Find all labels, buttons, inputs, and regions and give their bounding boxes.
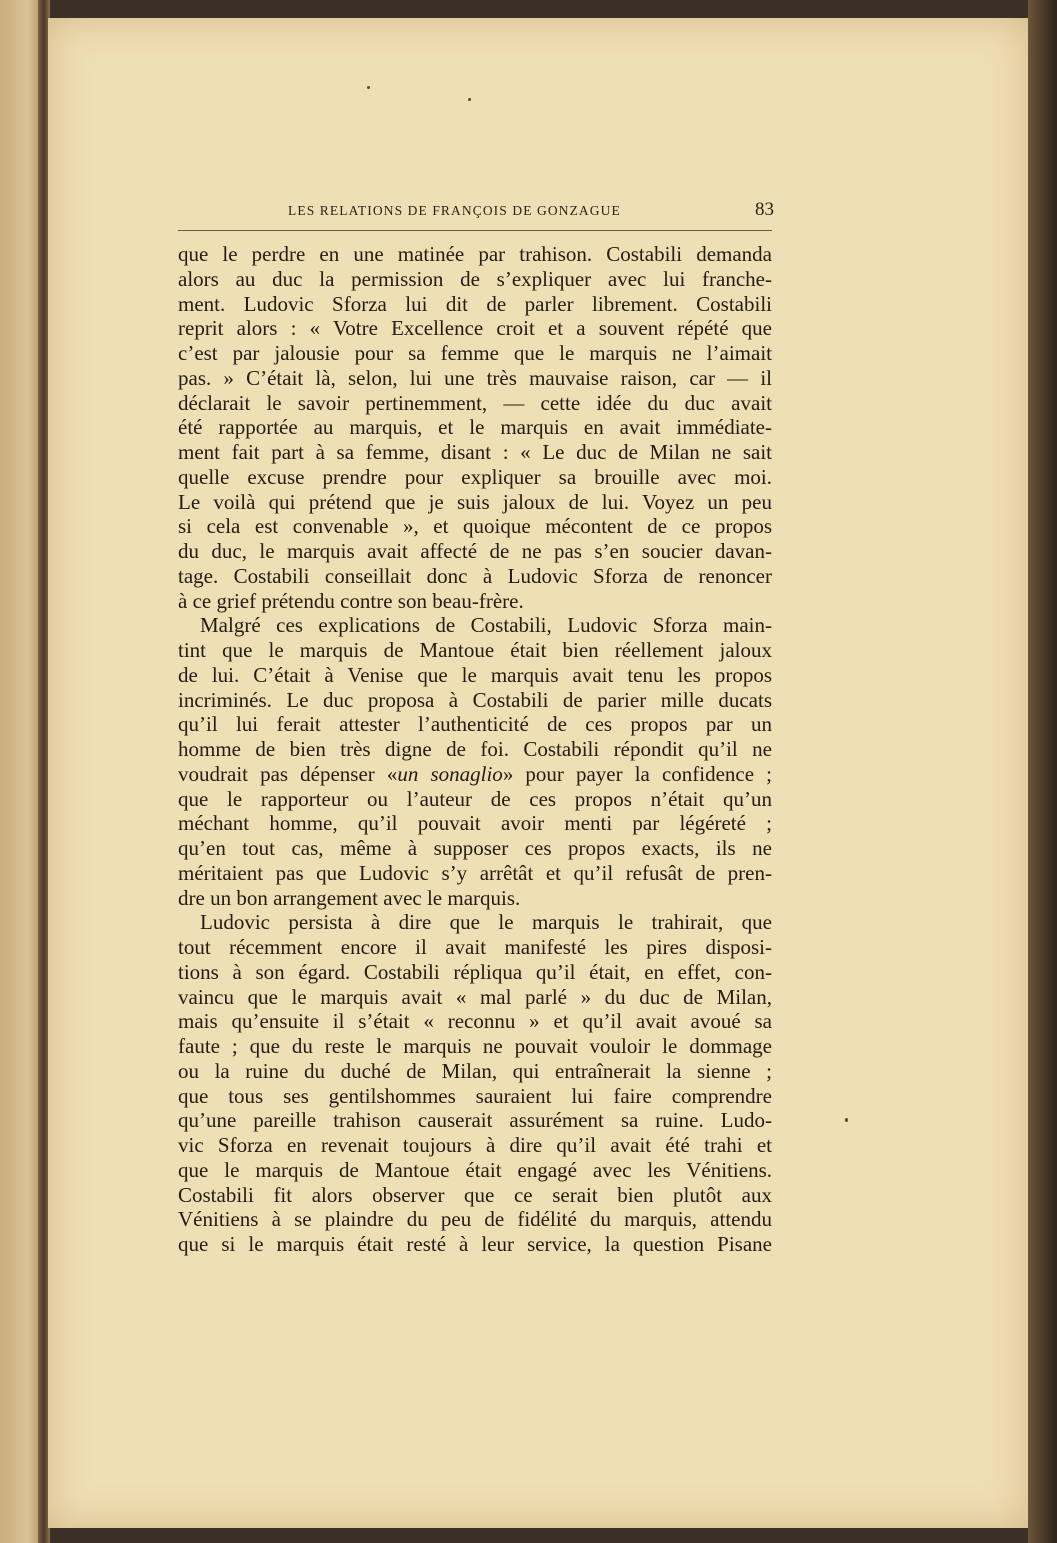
text-line: vaincu que le marquis avait « mal parlé » du duc de Milan, bbox=[178, 984, 772, 1009]
text-line: tout récemment encore il avait manifesté les pires disposi- bbox=[178, 935, 772, 959]
text-line bbox=[178, 762, 772, 787]
body-text bbox=[178, 242, 772, 1257]
text-line: Ludovic persista à dire que le marquis le trahirait, que bbox=[200, 910, 772, 935]
text-line: que le marquis de Mantoue était engagé avec les Vénitiens. bbox=[178, 1157, 772, 1182]
text-line: que si le marquis était resté à leur service, la question Pisane bbox=[178, 1232, 772, 1256]
text-line: ou la ruine du duché de Milan, qui entraînerait la sienne ; bbox=[178, 1058, 772, 1083]
text-line: faute ; que du reste le marquis ne pouvait vouloir le dommage bbox=[178, 1034, 772, 1058]
text-line: incriminés. Le duc proposa à Costabili de parier mille ducats bbox=[178, 687, 772, 712]
text-segment: » pour payer la confidence ; bbox=[502, 761, 772, 786]
text-line: Le voilà qui prétend que je suis jaloux de lui. Voyez un peu bbox=[178, 489, 772, 514]
text-line: pas. » C’était là, selon, lui une très mauvaise raison, car — il bbox=[178, 365, 772, 390]
text-line: ment. Ludovic Sforza lui dit de parler librement. Costabili bbox=[178, 291, 772, 316]
italic-phrase: un sonaglio bbox=[397, 761, 503, 786]
text-line: méritaient pas que Ludovic s’y arrêtât et qu’il refusât de pren- bbox=[178, 860, 772, 885]
text-line: quelle excuse prendre pour expliquer sa brouille avec moi. bbox=[178, 464, 772, 489]
paper-speck bbox=[468, 98, 471, 101]
text-line: tage. Costabili conseillait donc à Ludovic Sforza de renoncer bbox=[178, 563, 772, 588]
running-title: LES RELATIONS DE FRANÇOIS DE GONZAGUE bbox=[288, 203, 621, 218]
text-line: qu’une pareille trahison causerait assurément sa ruine. Ludo- bbox=[178, 1108, 772, 1133]
text-line: qu’il lui ferait attester l’authenticité de ces propos par un bbox=[178, 712, 772, 737]
header-rule bbox=[178, 230, 772, 231]
text-line: tint que le marquis de Mantoue était bien réellement jaloux bbox=[178, 638, 772, 662]
text-line: que le perdre en une matinée par trahison. Costabili demanda bbox=[178, 242, 772, 266]
text-line: tions à son égard. Costabili répliqua qu’il était, en effet, con- bbox=[178, 959, 772, 984]
text-line: à ce grief prétendu contre son beau-frère. bbox=[178, 588, 524, 613]
running-header bbox=[288, 201, 774, 223]
text-line: de lui. C’était à Venise que le marquis avait tenu les propos bbox=[178, 662, 772, 687]
text-line: reprit alors : « Votre Excellence croit et a souvent répété que bbox=[178, 316, 772, 341]
text-line: que le rapporteur ou l’auteur de ces propos n’était qu’un bbox=[178, 786, 772, 811]
paper-speck bbox=[845, 1118, 848, 1122]
text-line: mais qu’ensuite il s’était « reconnu » et qu’il avait avoué sa bbox=[178, 1009, 772, 1034]
text-line: Malgré ces explications de Costabili, Ludovic Sforza main- bbox=[200, 613, 772, 638]
text-line: alors au duc la permission de s’expliquer avec lui franche- bbox=[178, 266, 772, 291]
text-line: c’est par jalousie pour sa femme que le marquis ne l’aimait bbox=[178, 341, 772, 365]
text-line: dre un bon arrangement avec le marquis. bbox=[178, 885, 521, 910]
text-line: méchant homme, qu’il pouvait avoir menti par légéreté ; bbox=[178, 811, 772, 836]
text-line: si cela est convenable », et quoique mécontent de ce propos bbox=[178, 514, 772, 539]
text-line: vic Sforza en revenait toujours à dire qu’il avait été trahi et bbox=[178, 1133, 772, 1157]
text-line: été rapportée au marquis, et le marquis en avait immédiate- bbox=[178, 415, 772, 440]
text-line: homme de bien très digne de foi. Costabili répondit qu’il ne bbox=[178, 737, 772, 761]
text-line: Vénitiens à se plaindre du peu de fidélité du marquis, attendu bbox=[178, 1207, 772, 1232]
paper-speck bbox=[367, 86, 370, 89]
text-segment: voudrait pas dépenser « bbox=[178, 761, 398, 786]
page-edge-shadow bbox=[1028, 0, 1057, 1543]
text-line: ment fait part à sa femme, disant : « Le duc de Milan ne sait bbox=[178, 440, 772, 464]
page-number: 83 bbox=[755, 199, 774, 220]
text-line: que tous ses gentilshommes sauraient lui faire comprendre bbox=[178, 1083, 772, 1108]
text-line: du duc, le marquis avait affecté de ne pas s’en soucier davan- bbox=[178, 539, 772, 563]
text-line: Costabili fit alors observer que ce serait bien plutôt aux bbox=[178, 1182, 772, 1207]
text-line: qu’en tout cas, même à supposer ces propos exacts, ils ne bbox=[178, 836, 772, 860]
text-line: déclarait le savoir pertinemment, — cette idée du duc avait bbox=[178, 390, 772, 415]
